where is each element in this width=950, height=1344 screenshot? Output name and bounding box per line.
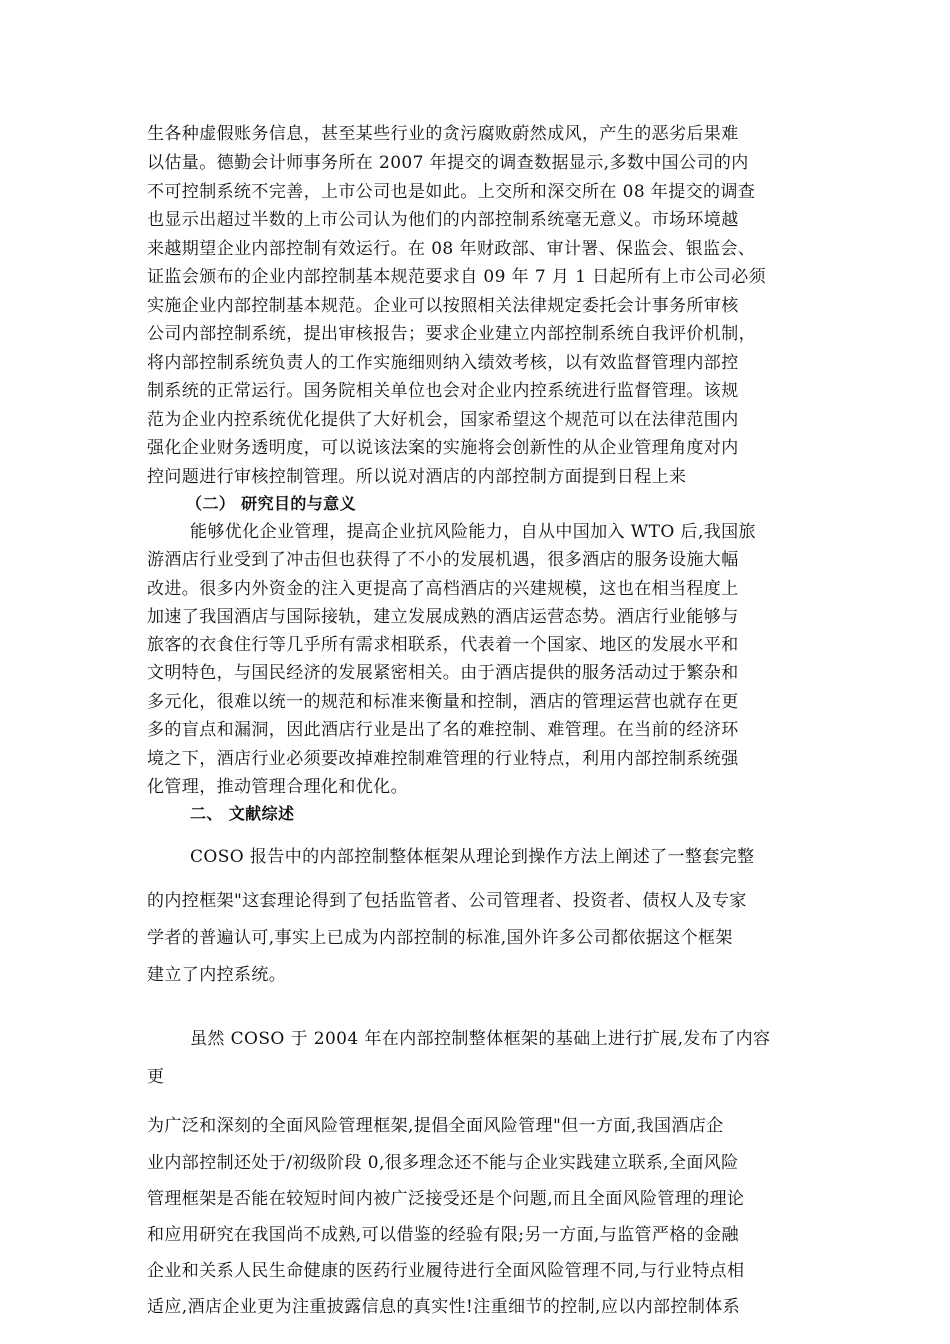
paragraph-line: 旅客的衣食住行等几乎所有需求相联系，代表着一个国家、地区的发展水平和 [147,635,739,655]
paragraph-line: 适应,酒店企业更为注重披露信息的真实性!注重细节的控制,应以内部控制体系 [147,1297,741,1317]
paragraph-line: 和应用研究在我国尚不成熟,可以借鉴的经验有限;另一方面,与监管严格的金融 [147,1225,739,1245]
paragraph-line: COSO 报告中的内部控制整体框架从理论到操作方法上阐述了一整套完整 [190,847,755,867]
paragraph-line: 范为企业内控系统优化提供了大好机会，国家希望这个规范可以在法律范围内 [147,410,739,430]
paragraph-line: 以估量。德勤会计师事务所在 2007 年提交的调查数据显示,多数中国公司的内 [147,153,749,173]
paragraph-line: 改进。很多内外资金的注入更提高了高档酒店的兴建规模，这也在相当程度上 [147,579,739,599]
paragraph-line: 文明特色，与国民经济的发展紧密相关。由于酒店提供的服务活动过于繁杂和 [147,663,739,683]
paragraph-line: 证监会颁布的企业内部控制基本规范要求自 09 年 7 月 1 日起所有上市公司必须 [147,267,767,287]
paragraph-line: 为广泛和深刻的全面风险管理框架,提倡全面风险管理"但一方面,我国酒店企 [147,1116,724,1136]
paragraph-line: 实施企业内部控制基本规范。企业可以按照相关法律规定委托会计事务所审核 [147,296,739,316]
section-heading: 二、 文献综述 [190,804,295,823]
paragraph-line: 公司内部控制系统，提出审核报告；要求企业建立内部控制系统自我评价机制， [147,324,756,344]
paragraph-line: 企业和关系人民生命健康的医药行业履待进行全面风险管理不同,与行业特点相 [147,1261,745,1281]
paragraph-line: 也显示出超过半数的上市公司认为他们的内部控制系统毫无意义。市场环境越 [147,210,739,230]
paragraph-line: 多元化，很难以统一的规范和标准来衡量和控制，酒店的管理运营也就存在更 [147,692,739,712]
paragraph-line: 境之下，酒店行业必须要改掉难控制难管理的行业特点，利用内部控制系统强 [147,749,739,769]
paragraph-line: 控问题进行审核控制管理。所以说对酒店的内部控制方面提到日程上来 [147,467,687,487]
paragraph-line: 管理框架是否能在较短时间内被广泛接受还是个问题,而且全面风险管理的理论 [147,1189,745,1209]
paragraph-line: 不可控制系统不完善，上市公司也是如此。上交所和深交所在 08 年提交的调查 [147,182,756,202]
paragraph-line: 生各种虚假账务信息，甚至某些行业的贪污腐败蔚然成风，产生的恶劣后果难 [147,124,739,144]
paragraph-line: 更 [147,1067,165,1087]
paragraph-line: 游酒店行业受到了冲击但也获得了不小的发展机遇，很多酒店的服务设施大幅 [147,550,739,570]
paragraph-line: 化管理，推动管理合理化和优化。 [147,777,408,797]
paragraph-line: 虽然 COSO 于 2004 年在内部控制整体框架的基础上进行扩展,发布了内容 [190,1029,771,1049]
paragraph-line: 制系统的正常运行。国务院相关单位也会对企业内控系统进行监督管理。该规 [147,381,739,401]
paragraph-line: 能够优化企业管理，提高企业抗风险能力，自从中国加入 WTO 后,我国旅 [190,522,756,542]
paragraph-line: 来越期望企业内部控制有效运行。在 08 年财政部、审计署、保监会、银监会、 [147,239,756,259]
section-heading: （二） 研究目的与意义 [186,494,356,513]
paragraph-line: 建立了内控系统。 [147,965,287,985]
paragraph-line: 将内部控制系统负责人的工作实施细则纳入绩效考核，以有效监督管理内部控 [147,353,739,373]
paragraph-line: 强化企业财务透明度，可以说该法案的实施将会创新性的从企业管理角度对内 [147,438,739,458]
paragraph-line: 加速了我国酒店与国际接轨，建立发展成熟的酒店运营态势。酒店行业能够与 [147,607,739,627]
paragraph-line: 的内控框架"这套理论得到了包括监管者、公司管理者、投资者、债权人及专家 [147,891,747,911]
paragraph-line: 学者的普遍认可,事实上已成为内部控制的标准,国外许多公司都依据这个框架 [147,928,733,948]
paragraph-line: 业内部控制还处于/初级阶段 0,很多理念还不能与企业实践建立联系,全面风险 [147,1153,739,1173]
paragraph-line: 多的盲点和漏洞，因此酒店行业是出了名的难控制、难管理。在当前的经济环 [147,720,739,740]
